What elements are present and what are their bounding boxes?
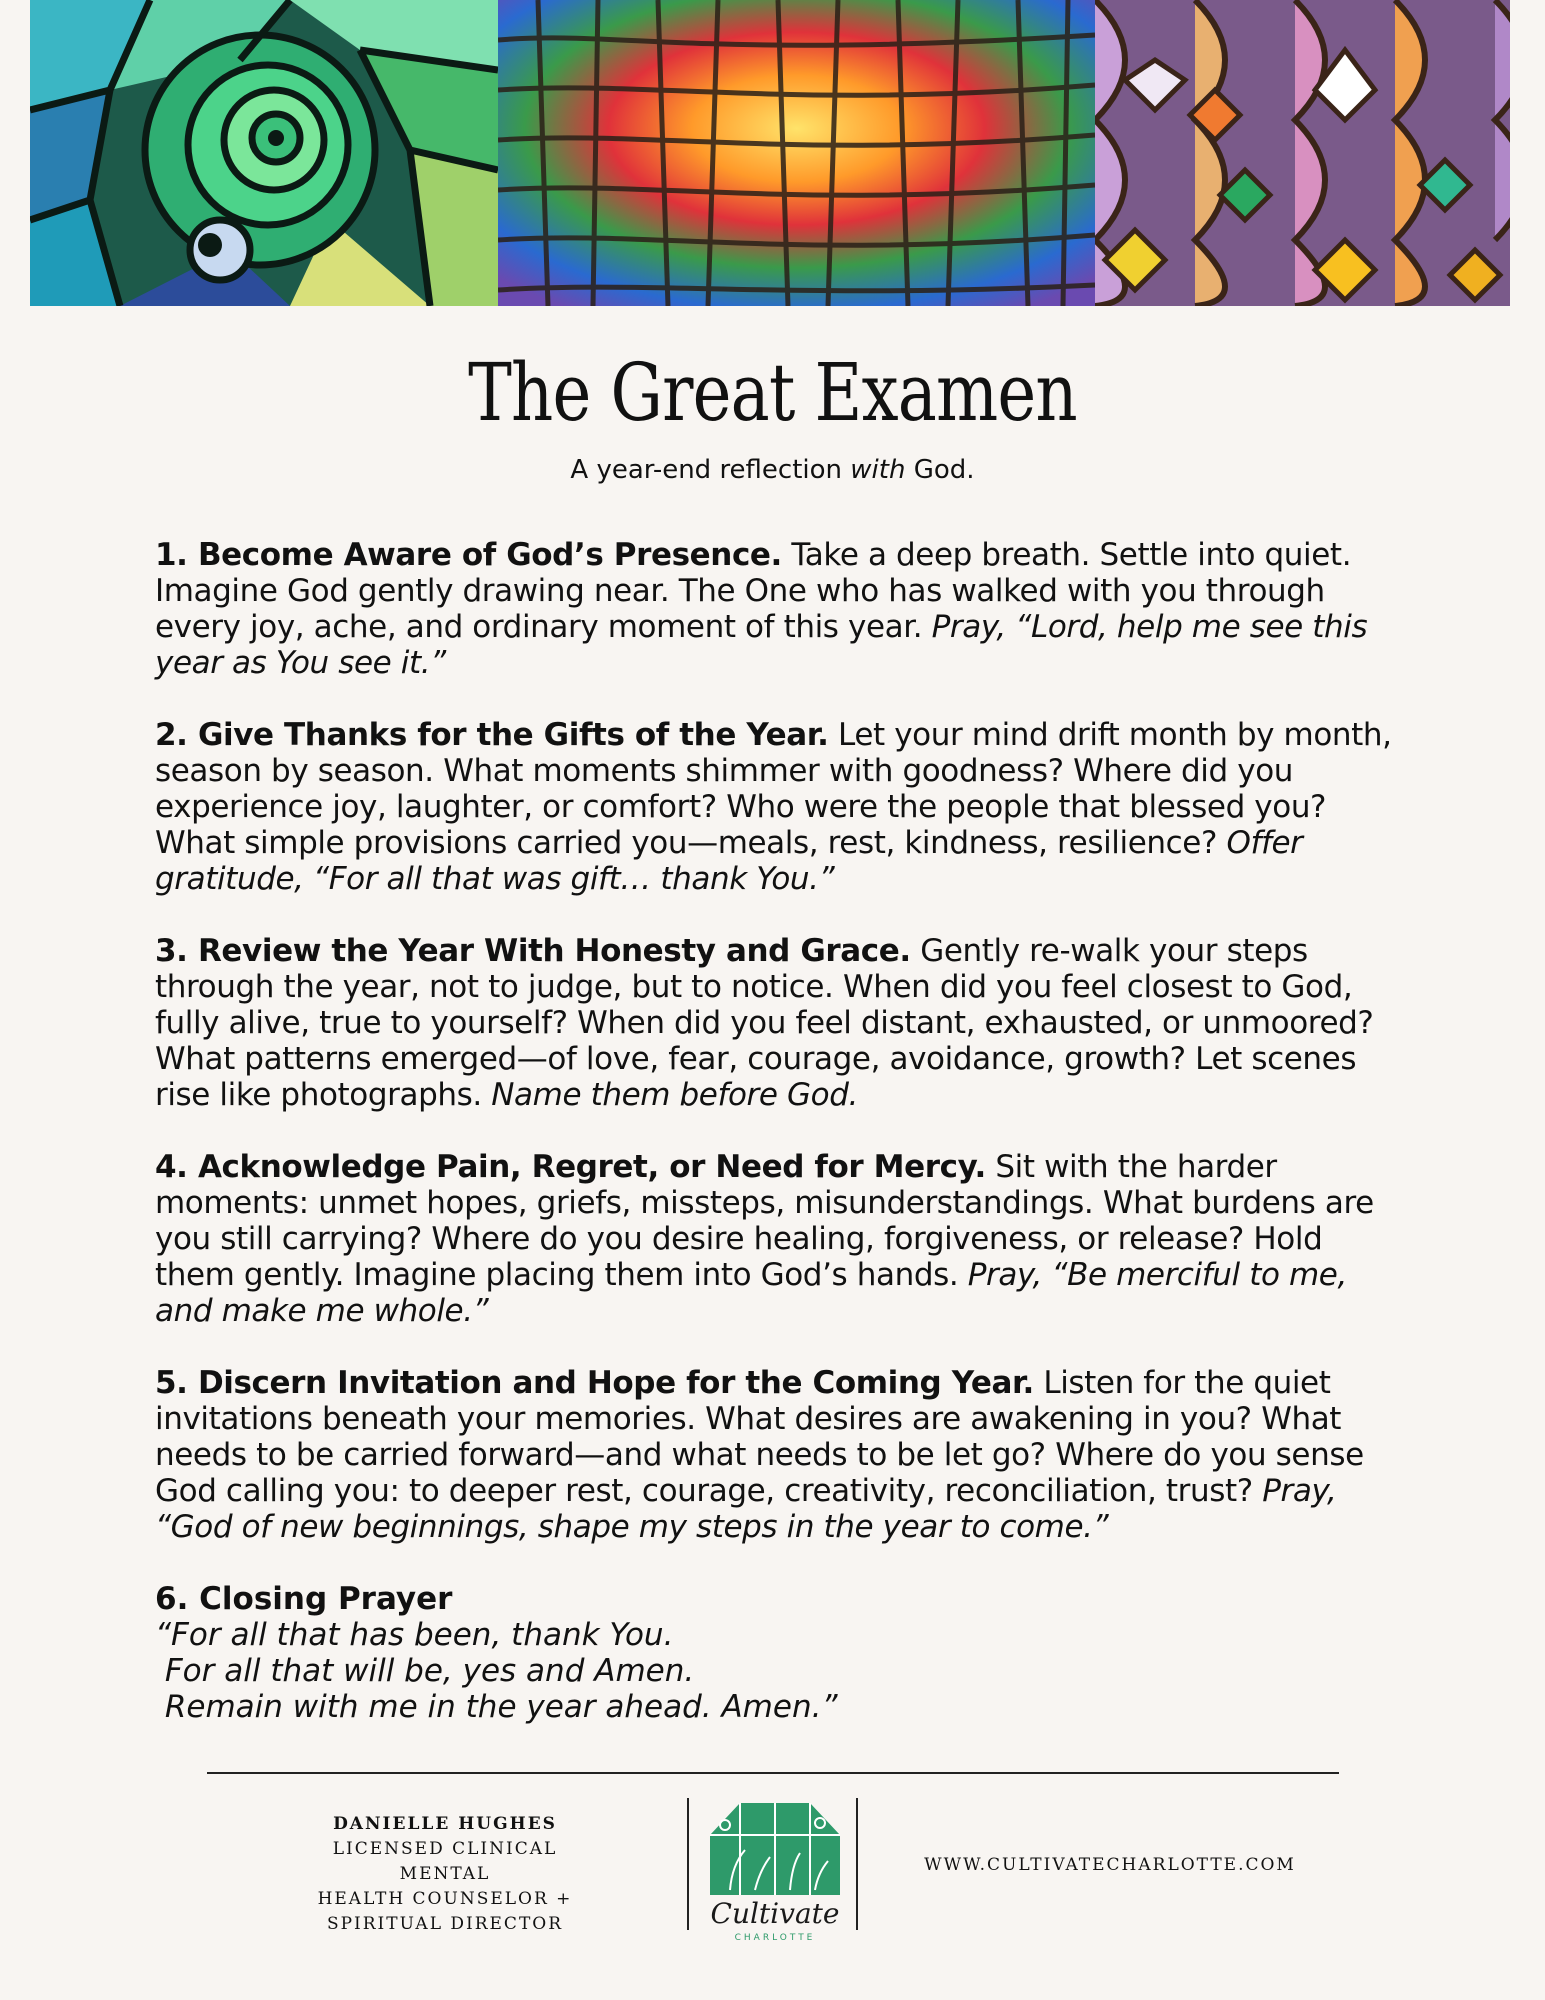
step-body: Take a deep breath. Settle into quiet. Imagine God gently drawing near. The One who has walked with you through every joy, ache, and ordinary moment of this year.	[155, 537, 1352, 645]
footer-divider	[207, 1772, 1339, 1774]
step-prayer: Offer gratitude, “For all that was gift… thank You.”	[155, 825, 1303, 897]
step-heading: 1. Become Aware of God’s Presence.	[155, 537, 782, 573]
closing-prayer	[155, 1581, 1405, 1725]
step-3	[155, 933, 1405, 1113]
step-body: Let your mind drift month by month, season by season. What moments shimmer with goodness? Where did you experience joy, laughter, or comfort? Who were the people that blessed you? What simple provisions carried you—meals, rest, kindness, resilience?	[155, 717, 1392, 861]
step-heading: 5. Discern Invitation and Hope for the Coming Year.	[155, 1365, 1034, 1401]
page-title: The Great Examen	[468, 346, 1077, 439]
step-heading: 3. Review the Year With Honesty and Grace.	[155, 933, 911, 969]
step-1	[155, 537, 1405, 681]
website-link[interactable]: WWW.CULTIVATECHARLOTTE.COM	[924, 1855, 1296, 1875]
stained-glass-panel-green-spiral	[30, 0, 498, 306]
step-heading: 4. Acknowledge Pain, Regret, or Need for Mercy.	[155, 1149, 986, 1185]
cultivate-charlotte-logo	[700, 1795, 850, 1945]
closing-line: “For all that has been, thank You.	[155, 1617, 674, 1653]
closing-heading: 6. Closing Prayer	[155, 1581, 453, 1617]
greenhouse-icon	[700, 1795, 850, 1945]
step-heading: 2. Give Thanks for the Gifts of the Year.	[155, 717, 829, 753]
examen-steps	[155, 537, 1405, 1725]
closing-line: For all that will be, yes and Amen.	[155, 1653, 695, 1689]
stained-glass-banner	[30, 0, 1510, 306]
stained-glass-panel-floral-lattice	[1095, 0, 1510, 306]
step-2	[155, 717, 1405, 897]
stained-glass-panel-rainbow-mosaic	[498, 0, 1095, 306]
credential-line: HEALTH COUNSELOR +	[317, 1889, 573, 1909]
step-body: Gently re-walk your steps through the year, not to judge, but to notice. When did you feel closest to God, fully alive, true to yourself? When did you feel distant, exhausted, or unmoored? What patterns emerged—of love, fear, courage, avoidance, growth? Let scenes rise like photographs.	[155, 933, 1374, 1113]
step-prayer: Name them before God.	[491, 1077, 858, 1113]
closing-line: Remain with me in the year ahead. Amen.”	[155, 1689, 838, 1725]
logo-divider-left	[687, 1798, 689, 1930]
author-name: DANIELLE HUGHES	[333, 1814, 557, 1834]
step-prayer: Pray, “God of new beginnings, shape my steps in the year to come.”	[155, 1473, 1337, 1545]
step-body: Sit with the harder moments: unmet hopes, griefs, missteps, misunderstandings. What burdens are you still carrying? Where do you desire healing, forgiveness, or release? Hold them gently. Imagine placing them into God’s hands.	[155, 1149, 1374, 1293]
step-prayer: Pray, “Lord, help me see this year as You see it.”	[155, 609, 1368, 681]
logo-wordmark: Cultivate	[710, 1897, 840, 1930]
step-5	[155, 1365, 1405, 1545]
credential-line: SPIRITUAL DIRECTOR	[326, 1914, 564, 1934]
credential-line: LICENSED CLINICAL MENTAL	[332, 1839, 558, 1884]
step-body: Listen for the quiet invitations beneath your memories. What desires are awakening in you? What needs to be carried forward—and what needs to be let go? Where do you sense God calling you: to deeper rest, courage, creativity, reconciliation, trust?	[155, 1365, 1364, 1509]
logo-subtitle: CHARLOTTE	[734, 1933, 816, 1943]
author-credentials	[290, 1812, 600, 1937]
page-subtitle: A year-end reflection with God.	[570, 455, 975, 485]
step-4	[155, 1149, 1405, 1329]
logo-divider-right	[856, 1798, 858, 1930]
step-prayer: Pray, “Be merciful to me, and make me whole.”	[155, 1257, 1347, 1329]
